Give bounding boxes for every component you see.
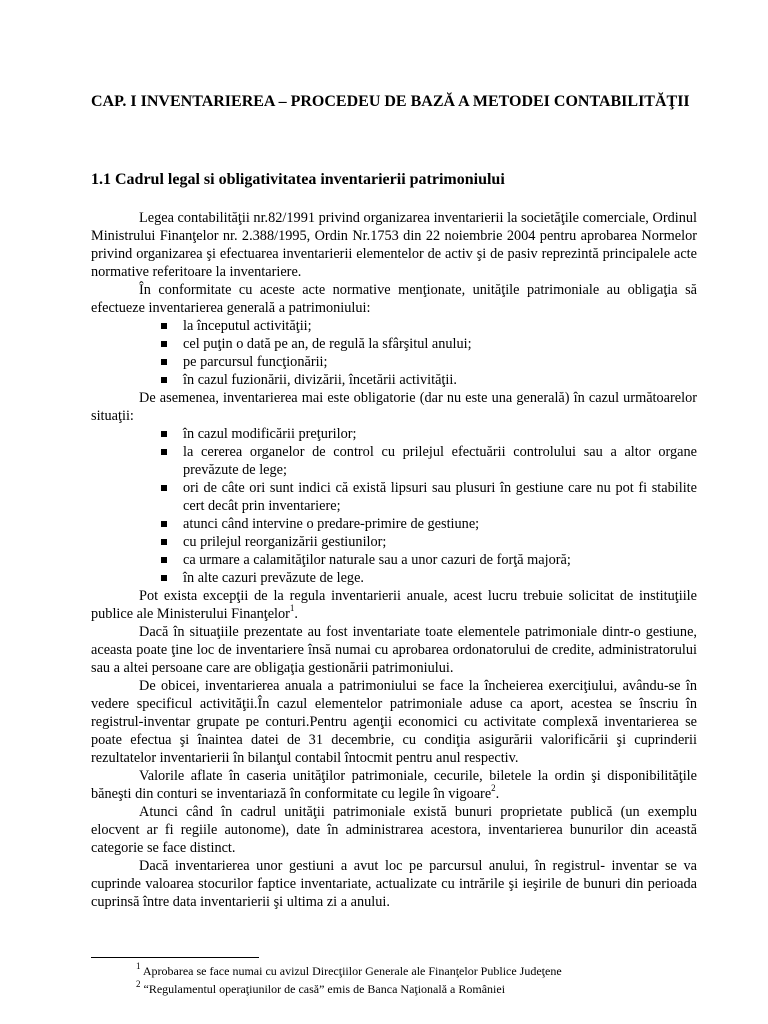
bullet-icon xyxy=(161,359,167,365)
footnote-ref-1: 1 xyxy=(289,603,295,614)
chapter-title: CAP. I INVENTARIEREA – PROCEDEU DE BAZĂ A METODEI CONTABILITĂŢII xyxy=(91,93,690,110)
footnote-text: Aprobarea se face numai cu avizul Direcţiilor Generale ale Finanţelor Publice Judeţene xyxy=(142,964,562,978)
paragraph-obligation: În conformitate cu aceste acte normative menţionate, unităţile patrimoniale au obligaţia să efectueze inventarierea generală a patrimoniului: xyxy=(91,282,697,316)
paragraph-managed-inventory: Dacă în situaţiile prezentate au fost inventariate toate elementele patrimoniale dintr-o gestiune, aceasta poate ţine loc de inventariere însă numai cu aprobarea ordonatorului de credite, administratorului sau a altei persoane care are obligaţia gestionării patrimoniului. xyxy=(91,624,697,676)
list-item-text: pe parcursul funcţionării; xyxy=(183,354,328,370)
paragraph-situations: De asemenea, inventarierea mai este obligatorie (dar nu este una generală) în cazul următoarelor situaţii: xyxy=(91,390,697,424)
list-item-text: în cazul modificării preţurilor; xyxy=(183,426,357,442)
list-item-text: atunci când intervine o predare-primire de gestiune; xyxy=(183,516,480,532)
body-text xyxy=(91,209,697,911)
list-item-text: în alte cazuri prevăzute de lege. xyxy=(183,570,364,586)
bullet-icon xyxy=(161,323,167,329)
footnote-mark: 1 xyxy=(136,961,141,971)
section-title: 1.1 Cadrul legal si obligativitatea inventarierii patrimoniului xyxy=(91,171,505,188)
list-item xyxy=(91,371,697,389)
list-item xyxy=(91,551,697,569)
list-item-text: ca urmare a calamităţilor naturale sau a unor cazuri de forţă majoră; xyxy=(183,552,571,568)
footnote-divider xyxy=(91,957,259,958)
list-item xyxy=(91,569,697,587)
paragraph-cash-values-end: . xyxy=(495,786,500,802)
footnote-ref-2: 2 xyxy=(491,783,496,794)
bullet-icon xyxy=(161,341,167,347)
footnote xyxy=(136,962,562,980)
paragraph-legal-acts: Legea contabilităţii nr.82/1991 privind organizarea inventarierii la societăţile comerciale, Ordinul Ministrului Finanţelor nr. 2.388/1995, Ordin Nr.1753 din 22 noiembrie 2004 pentru aprobarea Normelor privind organizarea şi efectuarea inventarierii elementelor de activ şi de pasiv reprezintă principalele acte normative referitoare la inventariere. xyxy=(91,210,697,280)
list-item xyxy=(91,317,697,335)
list-item-text: la începutul activităţii; xyxy=(183,318,312,334)
footnote-text: “Regulamentul operaţiunilor de casă” emis de Banca Naţională a României xyxy=(143,982,506,996)
list-item-text: ori de câte ori sunt indici că există lipsuri sau plusuri în gestiune care nu pot fi stabilite cert decât prin inventariere; xyxy=(183,480,697,514)
bullet-icon xyxy=(161,377,167,383)
footnotes xyxy=(136,962,562,998)
list-item-text: cu prilejul reorganizării gestiunilor; xyxy=(183,534,387,550)
list-item xyxy=(91,335,697,353)
paragraph-annual-inventory: De obicei, inventarierea anuala a patrimoniului se face la încheierea exerciţiului, avându-se în vedere specificul activităţii.În cazul elementelor patrimoniale aduse ca aport, acestea se înscriu în registrul-inventar grupate pe conturi.Pentru agenţii economici cu activitate complexă inventarierea se poate efectua şi înaintea datei de 31 decembrie, cu condiţia asigurării valorificării şi cuprinderii rezultatelor inventarierii în bilanţul contabil întocmit pentru anul respectiv. xyxy=(91,678,697,766)
situations-list xyxy=(91,425,697,587)
list-item xyxy=(91,425,697,443)
list-item-text: în cazul fuzionării, divizării, încetării activităţii. xyxy=(183,372,457,388)
footnote-mark: 2 xyxy=(136,979,141,989)
bullet-icon xyxy=(161,539,167,545)
paragraph-cash-values xyxy=(91,767,697,803)
bullet-icon xyxy=(161,485,167,491)
general-inventory-list xyxy=(91,317,697,389)
bullet-icon xyxy=(161,557,167,563)
paragraph-cash-values-text: Valorile aflate în caseria unităţilor patrimoniale, cecurile, biletele la ordin şi disponibilităţile băneşti din conturi se inventariază în conformitate cu legile în vigoare xyxy=(91,768,697,802)
paragraph-exceptions xyxy=(91,587,697,623)
list-item-text: cel puţin o dată pe an, de regulă la sfârşitul anului; xyxy=(183,336,472,352)
bullet-icon xyxy=(161,449,167,455)
list-item xyxy=(91,353,697,371)
paragraph-public-property: Atunci când în cadrul unităţii patrimoniale există bunuri proprietate publică (un exemplu elocvent ar fi regiile autonome), date în administrarea acestora, inventarierea bunurilor din această categorie se face distinct. xyxy=(91,804,697,856)
paragraph-exceptions-text: Pot exista excepţii de la regula inventarierii anuale, acest lucru trebuie solicitat de instituţiile publice ale Ministerului Finanţelor xyxy=(91,588,697,622)
list-item xyxy=(91,515,697,533)
bullet-icon xyxy=(161,521,167,527)
list-item xyxy=(91,443,697,479)
footnote xyxy=(136,980,562,998)
list-item xyxy=(91,479,697,515)
bullet-icon xyxy=(161,431,167,437)
list-item-text: la cererea organelor de control cu prilejul efectuării controlului sau a altor organe prevăzute de lege; xyxy=(183,444,697,478)
paragraph-registry: Dacă inventarierea unor gestiuni a avut loc pe parcursul anului, în registrul- inventar se va cuprinde valoarea stocurilor faptice inventariate, actualizate cu intrările şi ieşirile de bunuri din perioada cuprinsă între data inventarierii şi ultima zi a anului. xyxy=(91,858,697,910)
chapter-heading xyxy=(91,91,697,112)
paragraph-exceptions-end: . xyxy=(294,606,298,622)
list-item xyxy=(91,533,697,551)
bullet-icon xyxy=(161,575,167,581)
